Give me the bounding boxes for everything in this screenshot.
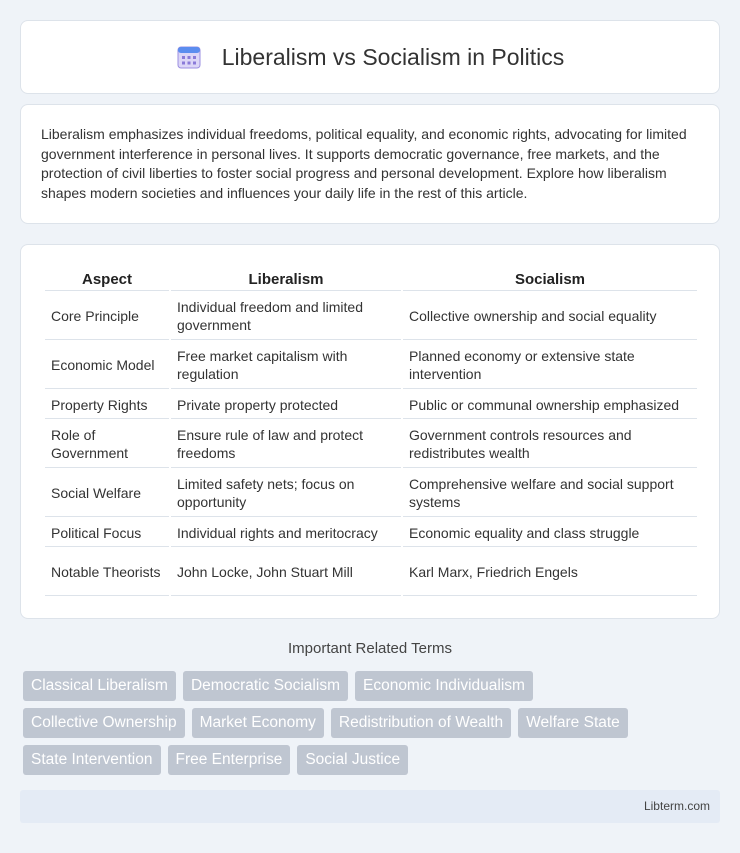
liberalism-cell: Individual rights and meritocracy	[171, 519, 401, 547]
table-row	[45, 470, 697, 517]
tag-free-enterprise[interactable]: Free Enterprise	[168, 745, 291, 775]
socialism-cell: Government controls resources and redistributes wealth	[403, 421, 697, 468]
aspect-cell: Notable Theorists	[45, 549, 169, 596]
header-liberalism: Liberalism	[171, 267, 401, 291]
table-row	[45, 421, 697, 468]
calendar-icon	[176, 44, 202, 70]
tag-row	[23, 708, 723, 738]
table-header-row	[45, 267, 697, 291]
intro-paragraph: Liberalism emphasizes individual freedoms, political equality, and economic rights, advocating for limited government interference in personal lives. It supports democratic governance, free markets, and the protection of civil liberties to foster social progress and personal development. Explore how liberalism shapes modern societies and influences your daily life in the rest of this article.	[41, 126, 687, 201]
socialism-cell: Collective ownership and social equality	[403, 293, 697, 340]
header-aspect: Aspect	[45, 267, 169, 291]
tag-classical-liberalism[interactable]: Classical Liberalism	[23, 671, 176, 701]
aspect-cell: Role of Government	[45, 421, 169, 468]
liberalism-cell: Individual freedom and limited government	[171, 293, 401, 340]
related-terms-tags	[23, 671, 723, 782]
tag-welfare-state[interactable]: Welfare State	[518, 708, 628, 738]
tag-market-economy[interactable]: Market Economy	[192, 708, 324, 738]
socialism-cell: Public or communal ownership emphasized	[403, 391, 697, 419]
aspect-cell: Economic Model	[45, 342, 169, 389]
liberalism-cell: Free market capitalism with regulation	[171, 342, 401, 389]
tag-redistribution-of-wealth[interactable]: Redistribution of Wealth	[331, 708, 511, 738]
title-card	[20, 20, 720, 94]
aspect-cell: Core Principle	[45, 293, 169, 340]
socialism-cell: Planned economy or extensive state intervention	[403, 342, 697, 389]
aspect-cell: Social Welfare	[45, 470, 169, 517]
comparison-table	[43, 265, 699, 598]
socialism-cell: Comprehensive welfare and social support systems	[403, 470, 697, 517]
liberalism-cell: Limited safety nets; focus on opportunity	[171, 470, 401, 517]
header-socialism: Socialism	[403, 267, 697, 291]
page-title: Liberalism vs Socialism in Politics	[221, 43, 565, 70]
tag-collective-ownership[interactable]: Collective Ownership	[23, 708, 185, 738]
tag-state-intervention[interactable]: State Intervention	[23, 745, 161, 775]
table-row	[45, 549, 697, 596]
tag-row	[23, 671, 723, 701]
tag-row	[23, 745, 723, 775]
table-row	[45, 519, 697, 547]
liberalism-cell: Private property protected	[171, 391, 401, 419]
related-terms-title: Important Related Terms	[288, 640, 452, 657]
socialism-cell: Karl Marx, Friedrich Engels	[403, 549, 697, 596]
liberalism-cell: John Locke, John Stuart Mill	[171, 549, 401, 596]
liberalism-cell: Ensure rule of law and protect freedoms	[171, 421, 401, 468]
footer	[20, 790, 720, 823]
aspect-cell: Property Rights	[45, 391, 169, 419]
tag-economic-individualism[interactable]: Economic Individualism	[355, 671, 533, 701]
comparison-table-card	[20, 244, 720, 619]
tag-democratic-socialism[interactable]: Democratic Socialism	[183, 671, 348, 701]
table-row	[45, 391, 697, 419]
table-row	[45, 293, 697, 340]
aspect-cell: Political Focus	[45, 519, 169, 547]
tag-social-justice[interactable]: Social Justice	[297, 745, 408, 775]
table-row	[45, 342, 697, 389]
intro-card	[20, 104, 720, 224]
footer-site-link[interactable]: Libterm.com	[643, 799, 710, 813]
socialism-cell: Economic equality and class struggle	[403, 519, 697, 547]
